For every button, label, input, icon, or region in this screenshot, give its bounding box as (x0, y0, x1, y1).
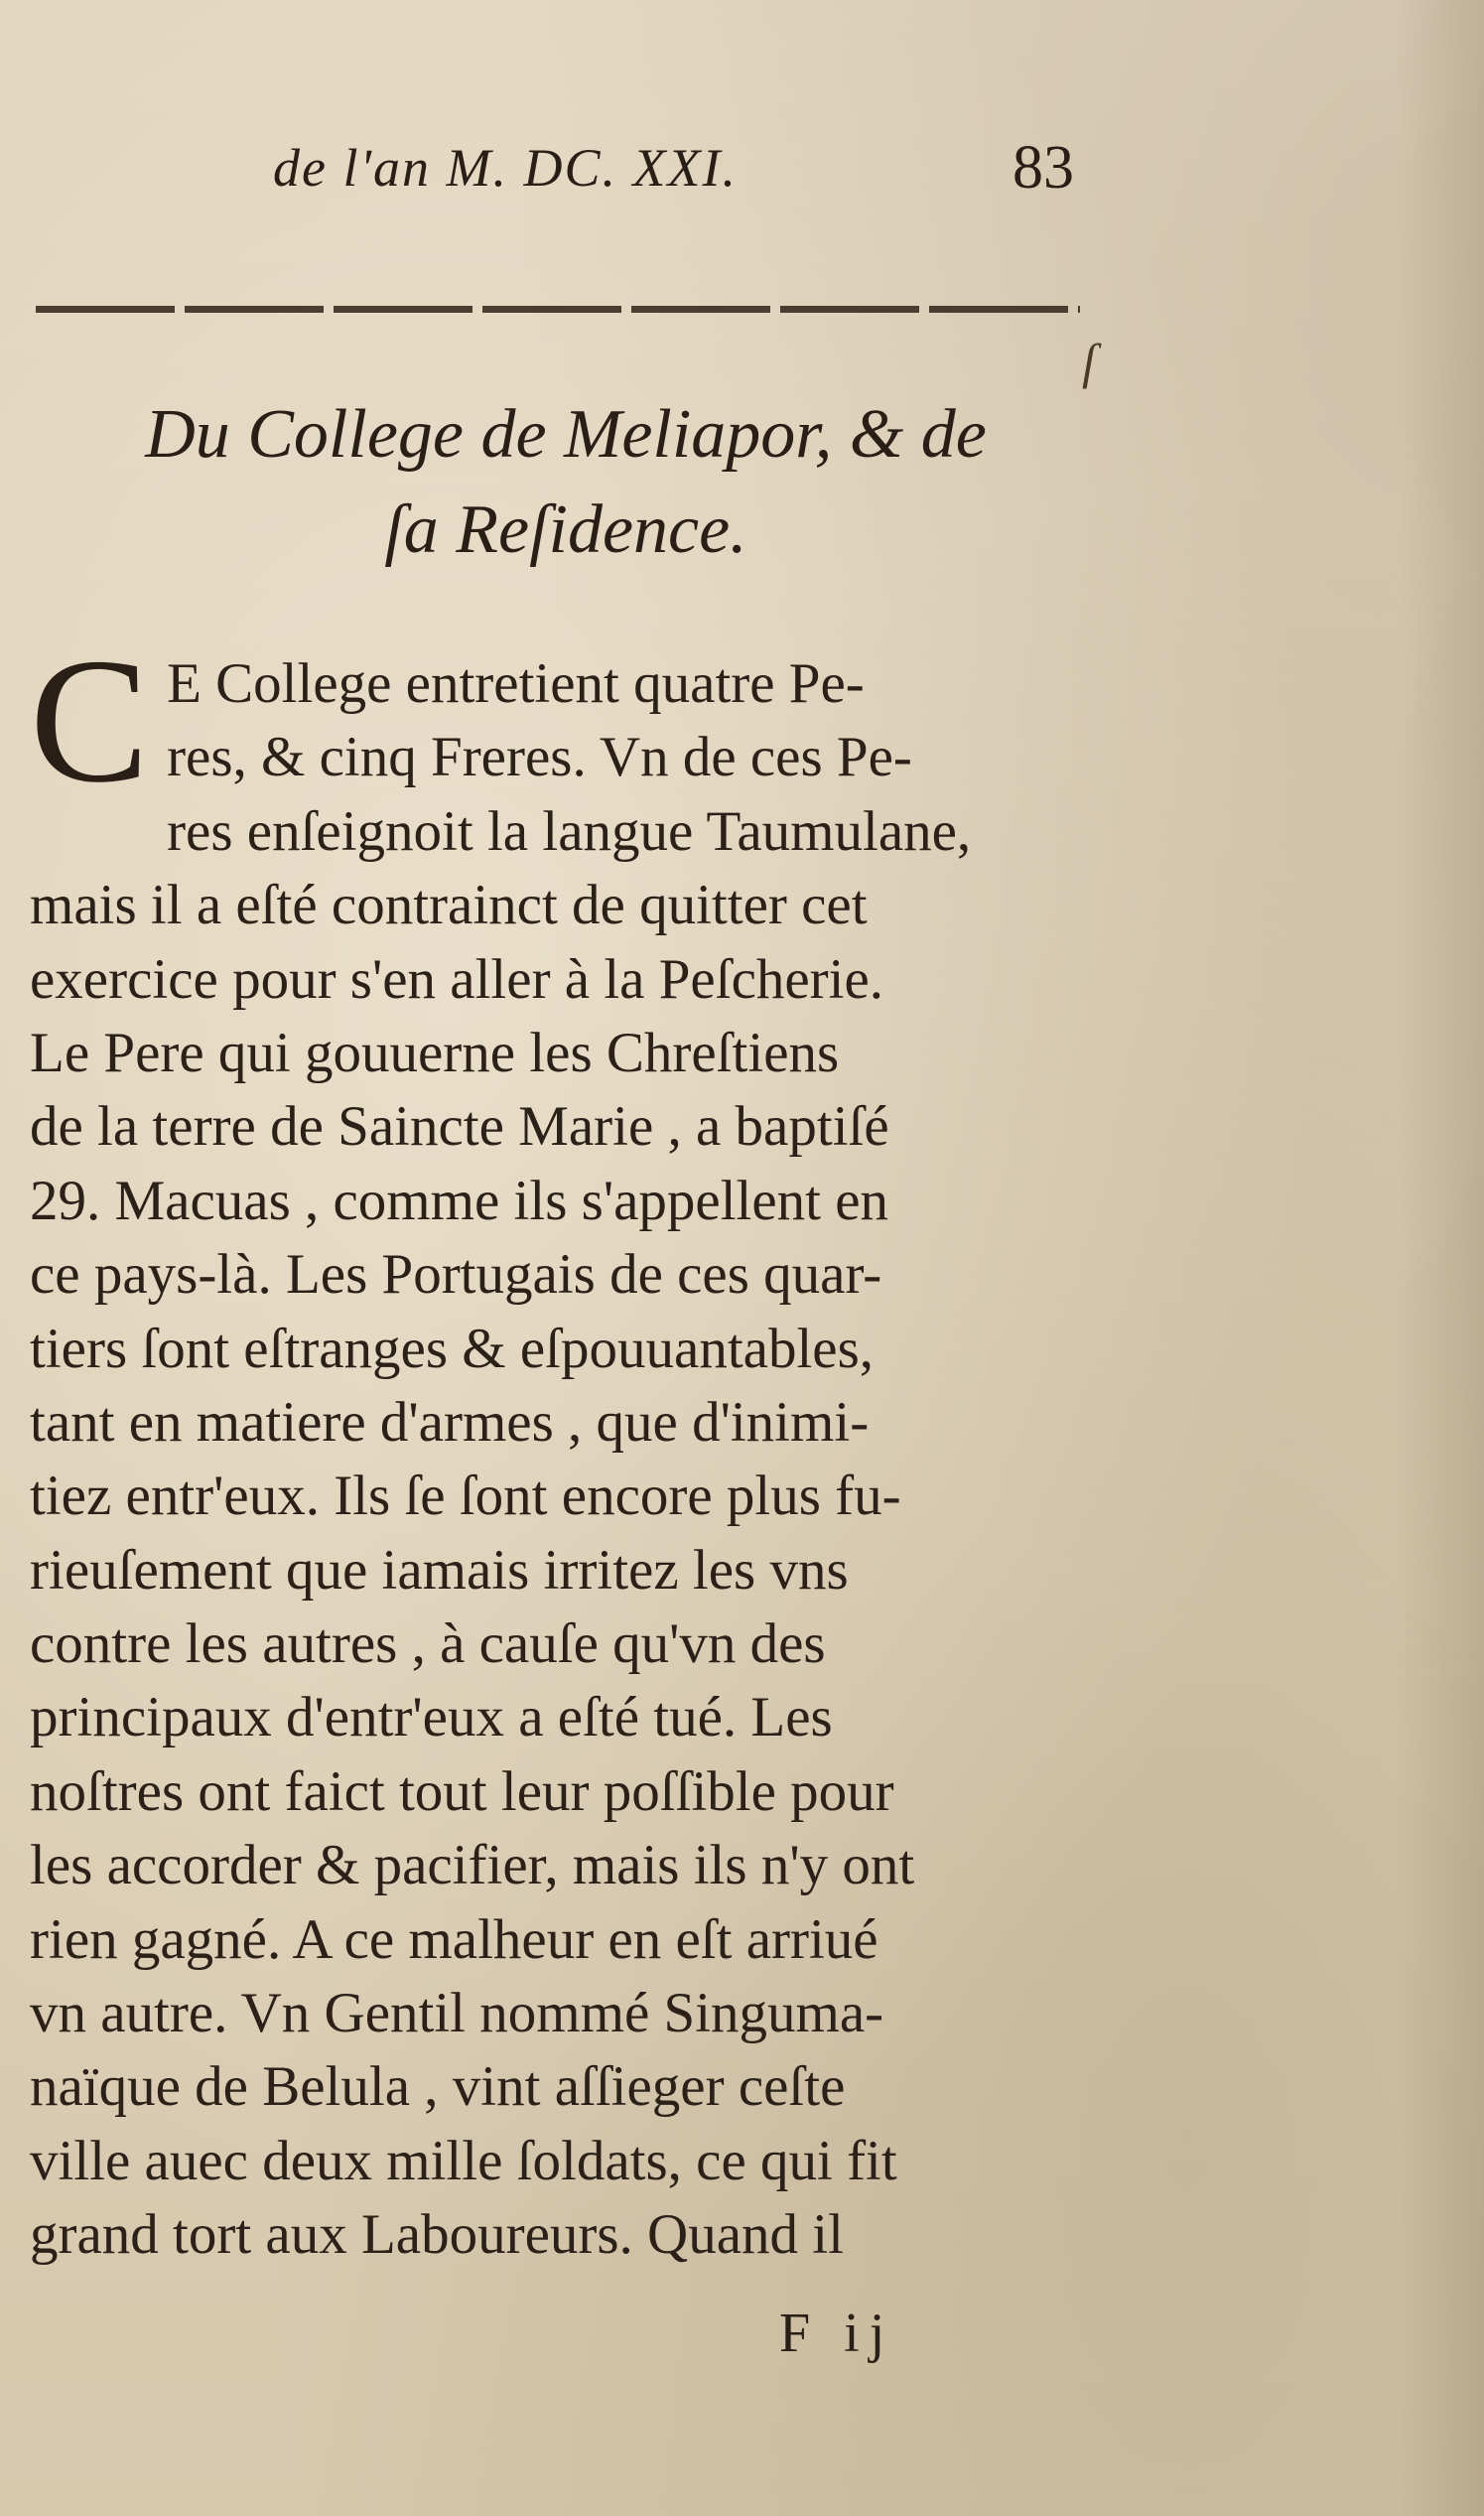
body-line: res enſeignoit la langue Taumulane, (167, 799, 972, 863)
running-head: de l'an M. DC. XXI. (273, 138, 738, 198)
body-line: vn autre. Vn Gentil nommé Singuma- (30, 1982, 884, 2045)
margin-mark: ſ (1082, 334, 1096, 389)
signature-mark: F ij (779, 2303, 895, 2364)
body-line: res, & cinq Freres. Vn de ces Pe- (167, 726, 912, 789)
page-gutter-shadow (1395, 0, 1484, 2516)
body-line: contre les autres , à cauſe qu'vn des (30, 1612, 826, 1676)
body-line: tiez entr'eux. Ils ſe ſont encore plus fu- (30, 1465, 901, 1528)
body-line: exercice pour s'en aller à la Peſcherie. (30, 947, 884, 1011)
header-rule (36, 306, 1080, 313)
page-number: 83 (1012, 134, 1074, 202)
section-title (60, 387, 1072, 578)
body-line: de la terre de Saincte Marie , a baptiſé (30, 1095, 889, 1159)
page-header (0, 117, 1484, 207)
body-line: mais il a eſté contrainct de quitter cet (30, 874, 868, 937)
section-title-line-2: ſa Reſidence. (384, 491, 747, 568)
body-line: les accorder & pacifier, mais ils n'y ont (30, 1834, 915, 1897)
body-line: grand tort aux Laboureurs. Quand il (30, 2203, 844, 2267)
body-line: rieuſement que iamais irritez les vns (30, 1538, 849, 1602)
body-line: ce pays-là. Les Portugais de ces quar- (30, 1243, 882, 1307)
body-line: principaux d'entr'eux a eſté tué. Les (30, 1686, 833, 1749)
body-line: Le Pere qui gouuerne les Chreſtiens (30, 1021, 840, 1084)
drop-capital: C (30, 622, 150, 819)
body-line: rien gagné. A ce malheur en eſt arriué (30, 1907, 878, 1971)
body-line: tant en matiere d'armes , que d'inimi- (30, 1390, 870, 1454)
body-text (30, 622, 1112, 2273)
section-title-line-1: Du College de Meliapor, & de (145, 396, 987, 473)
body-line: ville auec deux mille ſoldats, ce qui fit (30, 2129, 897, 2192)
body-line: tiers ſont eſtranges & eſpouuantables, (30, 1317, 875, 1380)
body-line: 29. Macuas , comme ils s'appellent en (30, 1169, 889, 1232)
body-line: E College entretient quatre Pe- (167, 652, 865, 715)
body-line: noſtres ont faict tout leur poſſible pour (30, 1759, 894, 1823)
body-line: naïque de Belula , vint aſſieger ceſte (30, 2055, 846, 2119)
